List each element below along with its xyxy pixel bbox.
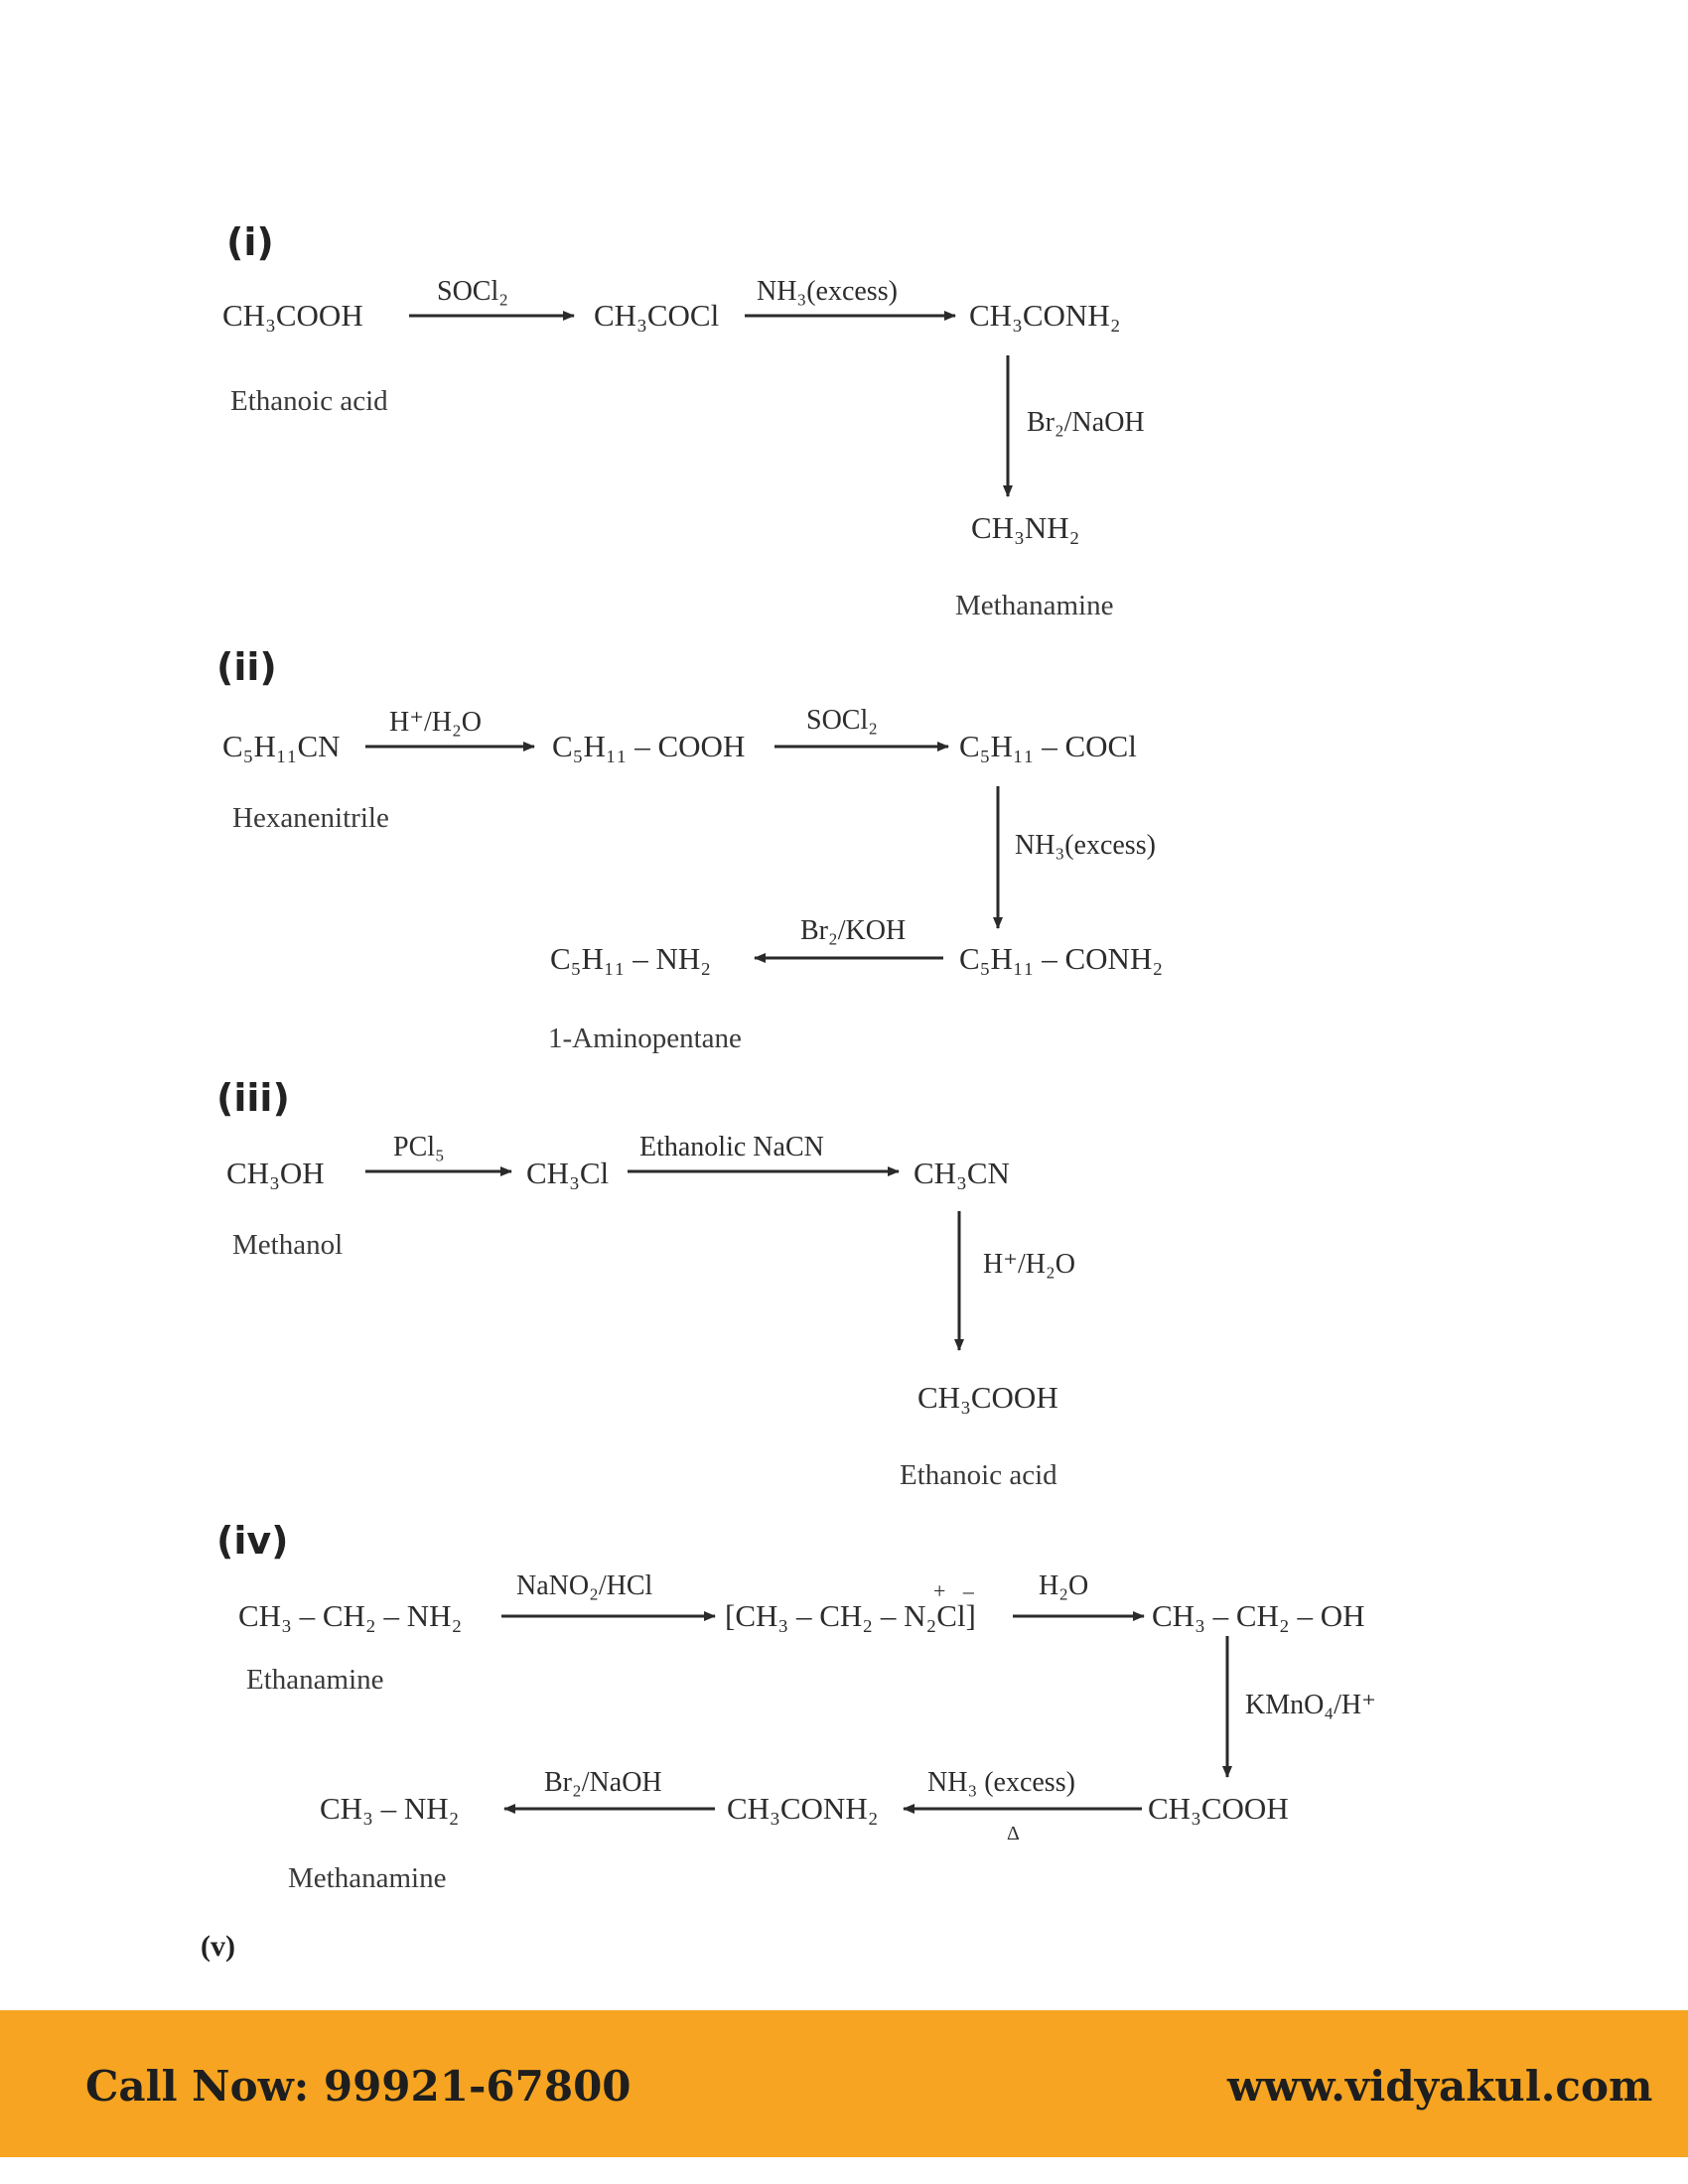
- compound-aminopentane: C₅H₁₁ – NH₂: [550, 941, 712, 976]
- reagent-h2o: H₂O: [1039, 1570, 1089, 1601]
- name-ethanoic-acid: Ethanoic acid: [900, 1459, 1057, 1491]
- reagent-socl2: SOCl₂: [806, 705, 879, 736]
- compound-hexanamide: C₅H₁₁ – CONH₂: [959, 941, 1164, 976]
- name-methanamine: Methanamine: [288, 1862, 447, 1894]
- reagent-heat: Δ: [1007, 1823, 1020, 1844]
- compound-methanamine: CH₃ – NH₂: [320, 1791, 460, 1826]
- compound-chloromethane: CH₃Cl: [526, 1156, 610, 1190]
- compound-hexanoyl-chloride: C₅H₁₁ – COCl: [959, 729, 1137, 763]
- reagent-br2-naoh: Br₂/NaOH: [544, 1767, 662, 1798]
- name-ethanamine: Ethanamine: [246, 1664, 384, 1696]
- compound-ethanamine: CH₃ – CH₂ – NH₂: [238, 1598, 463, 1633]
- website-link[interactable]: www.vidyakul.com: [1227, 2062, 1653, 2111]
- compound-ethanol: CH₃ – CH₂ – OH: [1152, 1598, 1365, 1633]
- section-label-i: (i): [226, 220, 274, 264]
- name-methanol: Methanol: [232, 1229, 344, 1261]
- reagent-nh3-excess: NH₃(excess): [757, 276, 898, 307]
- compound-acetyl-chloride: CH₃COCl: [594, 298, 720, 333]
- compound-acetamide: CH₃CONH₂: [727, 1791, 879, 1826]
- compound-ethanoic-acid: CH₃COOH: [917, 1380, 1058, 1415]
- reagent-pcl5: PCl₅: [393, 1132, 445, 1162]
- name-1-aminopentane: 1-Aminopentane: [548, 1023, 742, 1054]
- reagent-nano2-hcl: NaNO₂/HCl: [516, 1570, 653, 1601]
- section-label-ii: (ii): [216, 645, 277, 689]
- compound-ethanoic-acid: CH₃COOH: [1148, 1791, 1289, 1826]
- call-now-text: Call Now: 99921-67800: [85, 2062, 632, 2111]
- name-hexanenitrile: Hexanenitrile: [232, 802, 389, 834]
- compound-hexanoic-acid: C₅H₁₁ – COOH: [552, 729, 746, 763]
- compound-diazonium-salt: [CH₃ – CH₂ – N₂Cl]: [725, 1598, 976, 1633]
- reagent-h-h2o: H⁺/H₂O: [389, 707, 482, 738]
- reagent-br2-naoh: Br₂/NaOH: [1027, 407, 1145, 438]
- reagent-socl2: SOCl₂: [437, 276, 509, 307]
- reagent-nh3-excess: NH₃ (excess): [927, 1767, 1075, 1798]
- section-label-iii: (iii): [216, 1076, 290, 1120]
- reagent-h-h2o: H⁺/H₂O: [983, 1249, 1075, 1280]
- compound-ethanenitrile: CH₃CN: [914, 1156, 1010, 1190]
- section-label-iv: (iv): [216, 1519, 289, 1563]
- name-methanamine: Methanamine: [955, 590, 1114, 621]
- reagent-ethanolic-nacn: Ethanolic NaCN: [639, 1132, 824, 1162]
- reagent-nh3-excess: NH₃(excess): [1015, 830, 1156, 861]
- footer-bar: [0, 2010, 1688, 2157]
- diazonium-charges: + –: [933, 1578, 980, 1603]
- compound-ethanoic-acid: CH₃COOH: [222, 298, 363, 333]
- reagent-br2-koh: Br₂/KOH: [800, 915, 907, 946]
- reagent-kmno4-h: KMnO₄/H⁺: [1245, 1690, 1376, 1720]
- compound-methanol: CH₃OH: [226, 1156, 325, 1190]
- compound-methanamine: CH₃NH₂: [971, 510, 1080, 545]
- compound-acetamide: CH₃CONH₂: [969, 298, 1121, 333]
- compound-hexanenitrile: C₅H₁₁CN: [222, 729, 341, 763]
- section-label-v: (v): [201, 1930, 235, 1963]
- name-ethanoic-acid: Ethanoic acid: [230, 385, 388, 417]
